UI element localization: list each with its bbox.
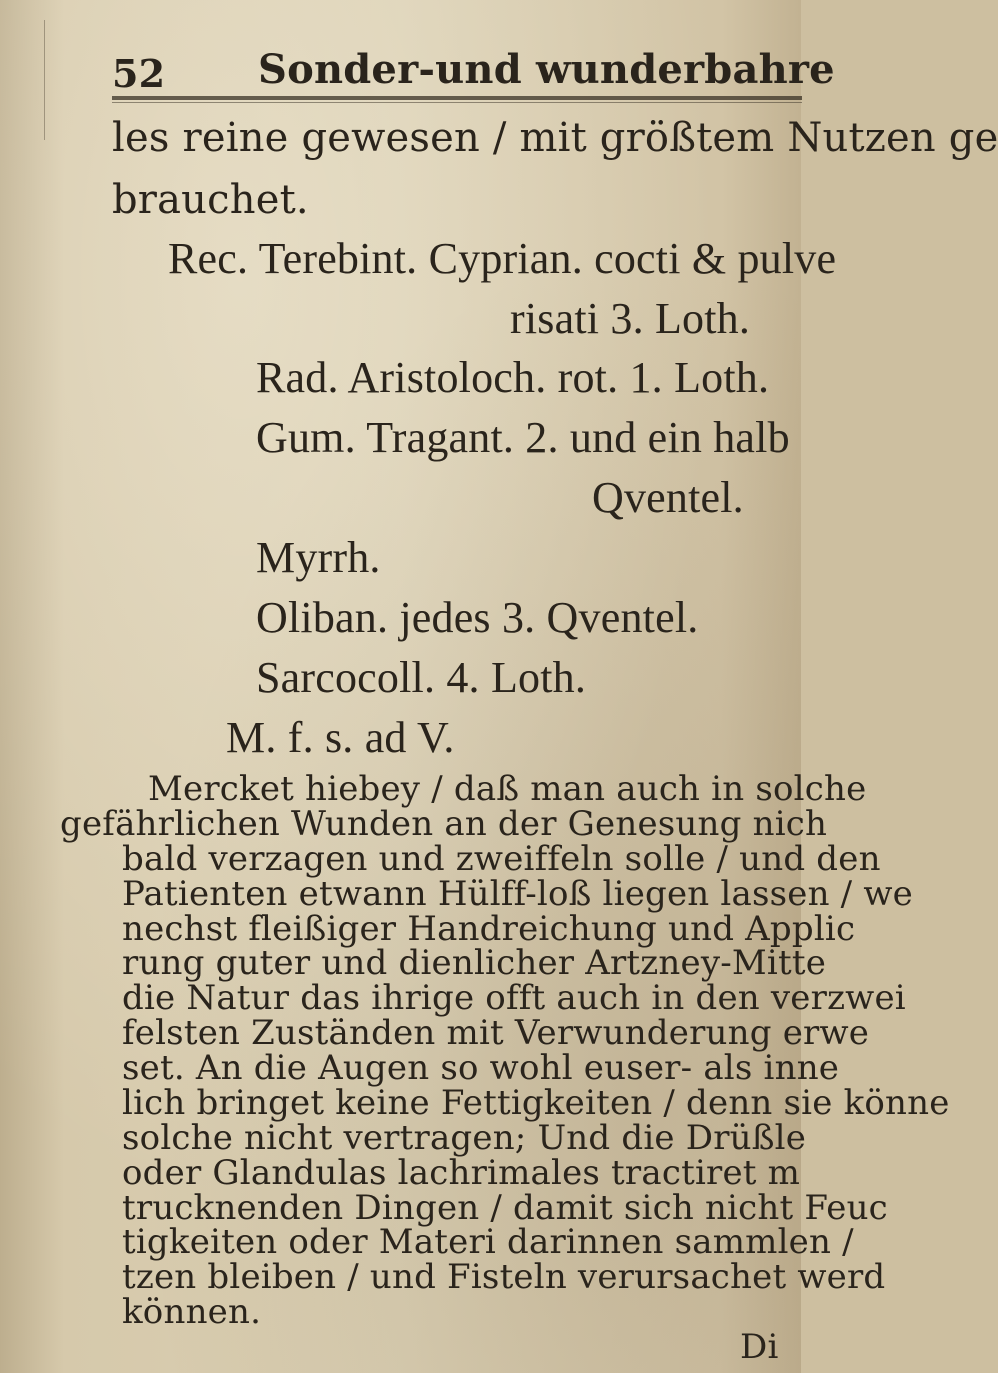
page-number: 52 [112,51,166,96]
recipe-line-8: Sarcocoll. 4. Loth. [256,653,587,702]
recipe-line-2: risati 3. Loth. [510,294,751,343]
recipe-line-5: Qventel. [592,473,744,522]
text-line-23: oder Glandulas lachrimales tractiret m [122,1153,801,1193]
recipe-line-7: Oliban. jedes 3. Qventel. [256,593,699,642]
text-line-25: tigkeiten oder Materi darinnen sammlen / [122,1222,854,1262]
text-line-17: rung guter und dienlicher Artzney-Mitte [122,943,827,983]
running-title: Sonder-und wunderbahre [258,46,835,93]
text-line-13: gefährlichen Wunden an der Genesung nich [60,804,828,844]
recipe-line-3: Rad. Aristoloch. rot. 1. Loth. [256,353,770,402]
recipe-line-4: Gum. Tragant. 2. und ein halb [256,413,790,462]
text-line-18: die Natur das ihrige offt auch in den verzwei [122,978,906,1018]
text-line-28: Di [740,1327,779,1367]
text-line-20: set. An die Augen so wohl euser- als inne [122,1048,840,1088]
text-line-12: Mercket hiebey / daß man auch in solche [148,769,867,809]
text-line-16: nechst fleißiger Handreichung und Applic [122,909,856,949]
text-line-1: les reine gewesen / mit größtem Nutzen ge [112,115,998,161]
recipe-line-6: Myrrh. [256,533,381,582]
recipe-line-9: M. f. s. ad V. [226,713,455,762]
header-rule-thin [112,102,802,103]
text-line-27: können. [122,1292,262,1332]
text-line-2: brauchet. [112,177,309,223]
text-line-21: lich bringet keine Fettigkeiten / denn sie könne [122,1083,950,1123]
text-line-26: tzen bleiben / und Fisteln verursachet werd [122,1257,886,1297]
text-line-15: Patienten etwann Hülff-loß liegen lassen / we [122,874,913,914]
text-line-14: bald verzagen und zweiffeln solle / und den [122,839,881,879]
text-line-22: solche nicht vertragen; Und die Drüßle [122,1118,807,1158]
recipe-line-1: Rec. Terebint. Cyprian. cocti & pulve [168,234,837,283]
text-line-19: felsten Zuständen mit Verwunderung erwe [122,1013,870,1053]
text-line-24: trucknenden Dingen / damit sich nicht Feuc [122,1188,888,1228]
margin-mark [44,20,45,140]
header-rule [112,96,802,100]
